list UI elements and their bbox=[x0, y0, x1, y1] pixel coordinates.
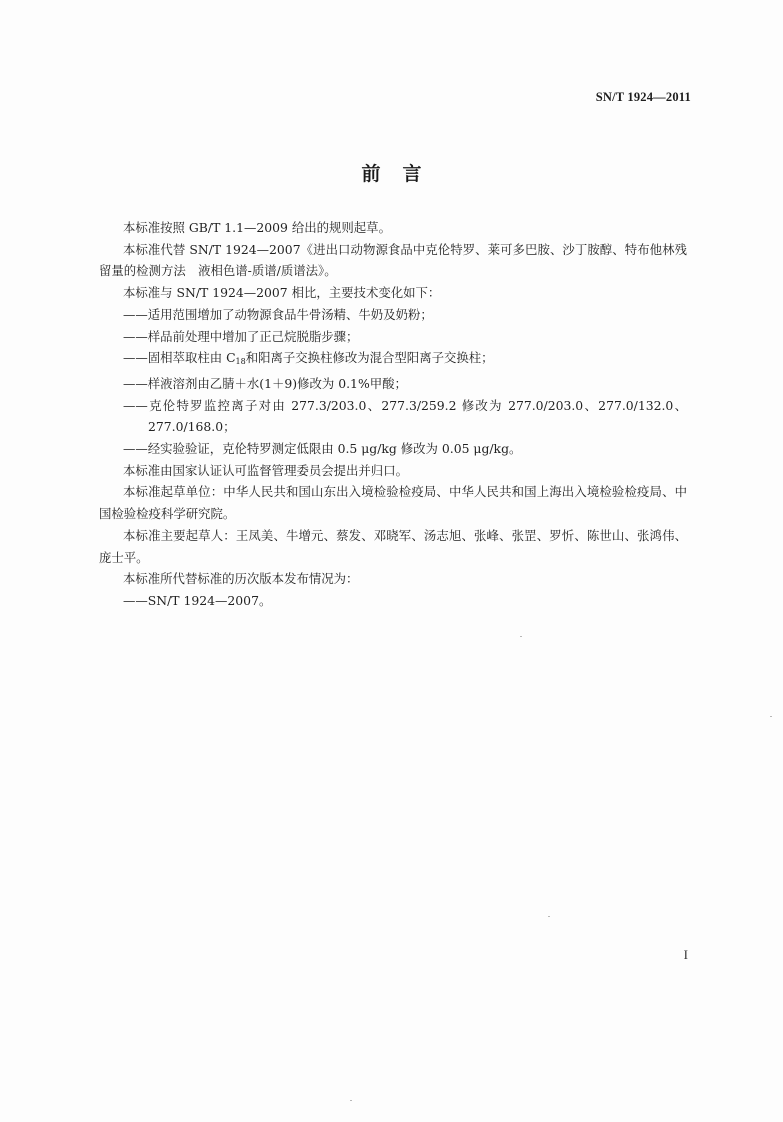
scan-speck bbox=[548, 916, 550, 917]
change-item-pretreatment: ——样品前处理中增加了正己烷脱脂步骤； bbox=[123, 328, 359, 344]
replacement-paragraph: 本标准代替 SN/T 1924—2007《进出口动物源食品中克伦特罗、莱可多巴胺、沙丁胺醇、特布他林残留量的检测方法 液相色谱-质谱/质谱法》。 bbox=[99, 241, 687, 279]
page-number: I bbox=[683, 947, 688, 962]
scan-speck bbox=[350, 1100, 352, 1101]
change-item-spe-text-after: 和阳离子交换柱修改为混合型阳离子交换柱； bbox=[245, 350, 494, 366]
c18-subscript: 18 bbox=[235, 357, 246, 367]
drafters-paragraph: 本标准主要起草人：王凤美、牛增元、蔡发、邓晓军、汤志旭、张峰、张罡、罗忻、陈世山、张鸿伟、庞士平。 bbox=[99, 527, 687, 565]
previous-editions-paragraph: 本标准所代替标准的历次版本发布情况为： bbox=[123, 571, 359, 587]
proposer-paragraph: 本标准由国家认证认可监督管理委员会提出并归口。 bbox=[123, 462, 408, 478]
change-item-ion-pairs: ——克伦特罗监控离子对由 277.3/203.0、277.3/259.2 修改为 277.0/203.0、277.0/132.0、277.0/168.0； bbox=[123, 397, 687, 435]
change-item-spe-text-before: ——固相萃取柱由 C bbox=[123, 350, 236, 366]
change-item-detection-limit: ——经实验验证，克伦特罗测定低限由 0.5 μg/kg 修改为 0.05 μg/kg。 bbox=[123, 441, 522, 457]
drafting-rules-paragraph: 本标准按照 GB/T 1.1—2009 给出的规则起草。 bbox=[123, 220, 391, 235]
changes-intro-paragraph: 本标准与 SN/T 1924—2007 相比，主要技术变化如下： bbox=[123, 285, 441, 301]
scan-speck bbox=[520, 636, 522, 637]
change-item-scope: ——适用范围增加了动物源食品牛骨汤精、牛奶及奶粉； bbox=[123, 306, 433, 322]
foreword-body bbox=[99, 217, 687, 612]
previous-edition-item: ——SN/T 1924—2007。 bbox=[123, 592, 272, 608]
page-title: 前言 bbox=[361, 163, 444, 185]
change-item-spe-column bbox=[99, 347, 687, 373]
scan-speck bbox=[770, 716, 772, 717]
change-item-solvent: ——样液溶剂由乙腈＋水(1＋9)修改为 0.1%甲酸； bbox=[123, 375, 407, 391]
standard-code: SN/T 1924—2011 bbox=[595, 90, 691, 104]
drafting-units-paragraph: 本标准起草单位：中华人民共和国山东出入境检验检疫局、中华人民共和国上海出入境检验检疫局、中国检验检疫科学研究院。 bbox=[99, 484, 687, 522]
